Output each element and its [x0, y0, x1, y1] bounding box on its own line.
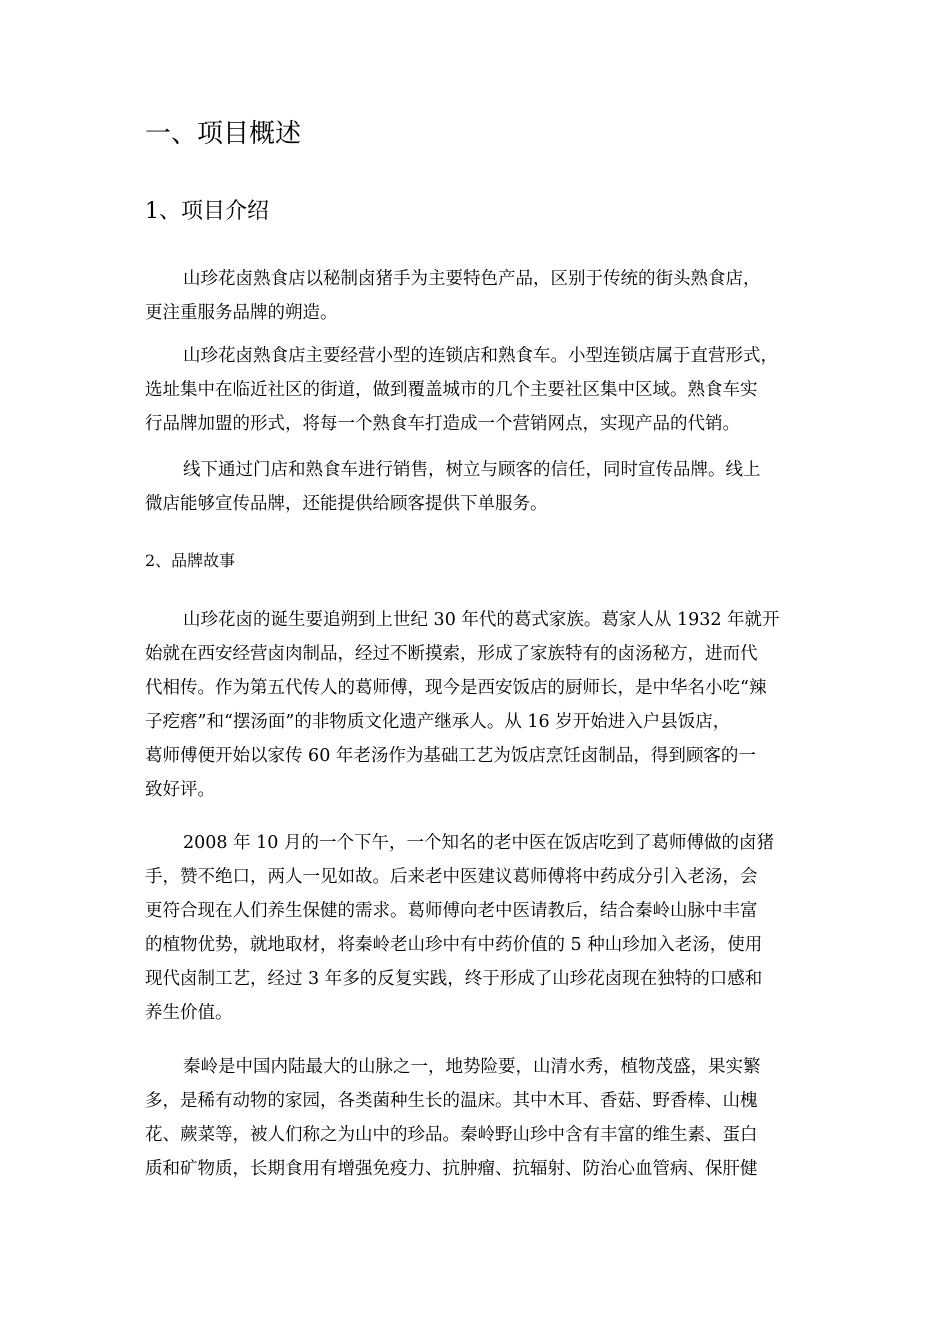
paragraph-line: 现代卤制工艺，经过 3 年多的反复实践，终于形成了山珍花卤现在独特的口感和 — [145, 969, 763, 989]
intro-paragraph — [145, 453, 815, 521]
paragraph-line: 手，赞不绝口，两人一见如故。后来老中医建议葛师傅将中药成分引入老汤，会 — [145, 867, 758, 887]
intro-paragraph — [145, 262, 815, 330]
paragraph-line: 更符合现在人们养生保健的需求。葛师傅向老中医请教后，结合秦岭山脉中丰富 — [145, 901, 758, 921]
paragraph-line: 多，是稀有动物的家园，各类菌种生长的温床。其中木耳、香菇、野香棒、山槐 — [145, 1091, 758, 1111]
subsection-heading-brand-story: 2、品牌故事 — [145, 551, 236, 570]
paragraph-line: 葛师傅便开始以家传 60 年老汤作为基础工艺为饭店烹饪卤制品，得到顾客的一 — [145, 746, 756, 766]
story-paragraph — [145, 603, 815, 807]
paragraph-line: 的植物优势，就地取材，将秦岭老山珍中有中药价值的 5 种山珍加入老汤，使用 — [145, 935, 763, 955]
paragraph-line: 2008 年 10 月的一个下午，一个知名的老中医在饭店吃到了葛师傅做的卤猪 — [183, 833, 774, 853]
paragraph-line: 代相传。作为第五代传人的葛师傅，现今是西安饭店的厨师长，是中华名小吃“辣 — [145, 678, 767, 698]
paragraph-line: 微店能够宣传品牌，还能提供给顾客提供下单服务。 — [145, 494, 548, 514]
paragraph-line: 山珍花卤熟食店主要经营小型的连锁店和熟食车。小型连锁店属于直营形式， — [183, 346, 778, 366]
paragraph-line: 秦岭是中国内陆最大的山脉之一，地势险要，山清水秀，植物茂盛，果实繁 — [183, 1057, 761, 1077]
paragraph-line: 山珍花卤的诞生要追朔到上世纪 30 年代的葛式家族。葛家人从 1932 年就开 — [183, 610, 780, 630]
story-paragraph — [145, 826, 815, 1030]
paragraph-line: 养生价值。 — [145, 1003, 233, 1023]
paragraph-line: 质和矿物质，长期食用有增强免疫力、抗肿瘤、抗辐射、防治心血管病、保肝健 — [145, 1159, 758, 1179]
paragraph-line: 子疙瘩”和“摆汤面”的非物质文化遗产继承人。从 16 岁开始进入户县饭店， — [145, 712, 731, 732]
subsection-heading-intro: 1、项目介绍 — [145, 199, 269, 224]
paragraph-line: 花、蕨菜等，被人们称之为山中的珍品。秦岭野山珍中含有丰富的维生素、蛋白 — [145, 1125, 758, 1145]
paragraph-line: 始就在西安经营卤肉制品，经过不断摸索，形成了家族特有的卤汤秘方，进而代 — [145, 644, 758, 664]
paragraph-line: 线下通过门店和熟食车进行销售，树立与顾客的信任，同时宣传品牌。线上 — [183, 460, 761, 480]
intro-paragraph — [145, 339, 815, 441]
paragraph-line: 山珍花卤熟食店以秘制卤猪手为主要特色产品，区别于传统的街头熟食店， — [183, 269, 761, 289]
section-heading: 一、项目概述 — [145, 119, 302, 149]
paragraph-line: 更注重服务品牌的朔造。 — [145, 303, 338, 323]
paragraph-line: 选址集中在临近社区的街道，做到覆盖城市的几个主要社区集中区域。熟食车实 — [145, 380, 758, 400]
story-paragraph — [145, 1050, 815, 1186]
paragraph-line: 行品牌加盟的形式，将每一个熟食车打造成一个营销网点，实现产品的代销。 — [145, 414, 740, 434]
paragraph-line: 致好评。 — [145, 780, 215, 800]
